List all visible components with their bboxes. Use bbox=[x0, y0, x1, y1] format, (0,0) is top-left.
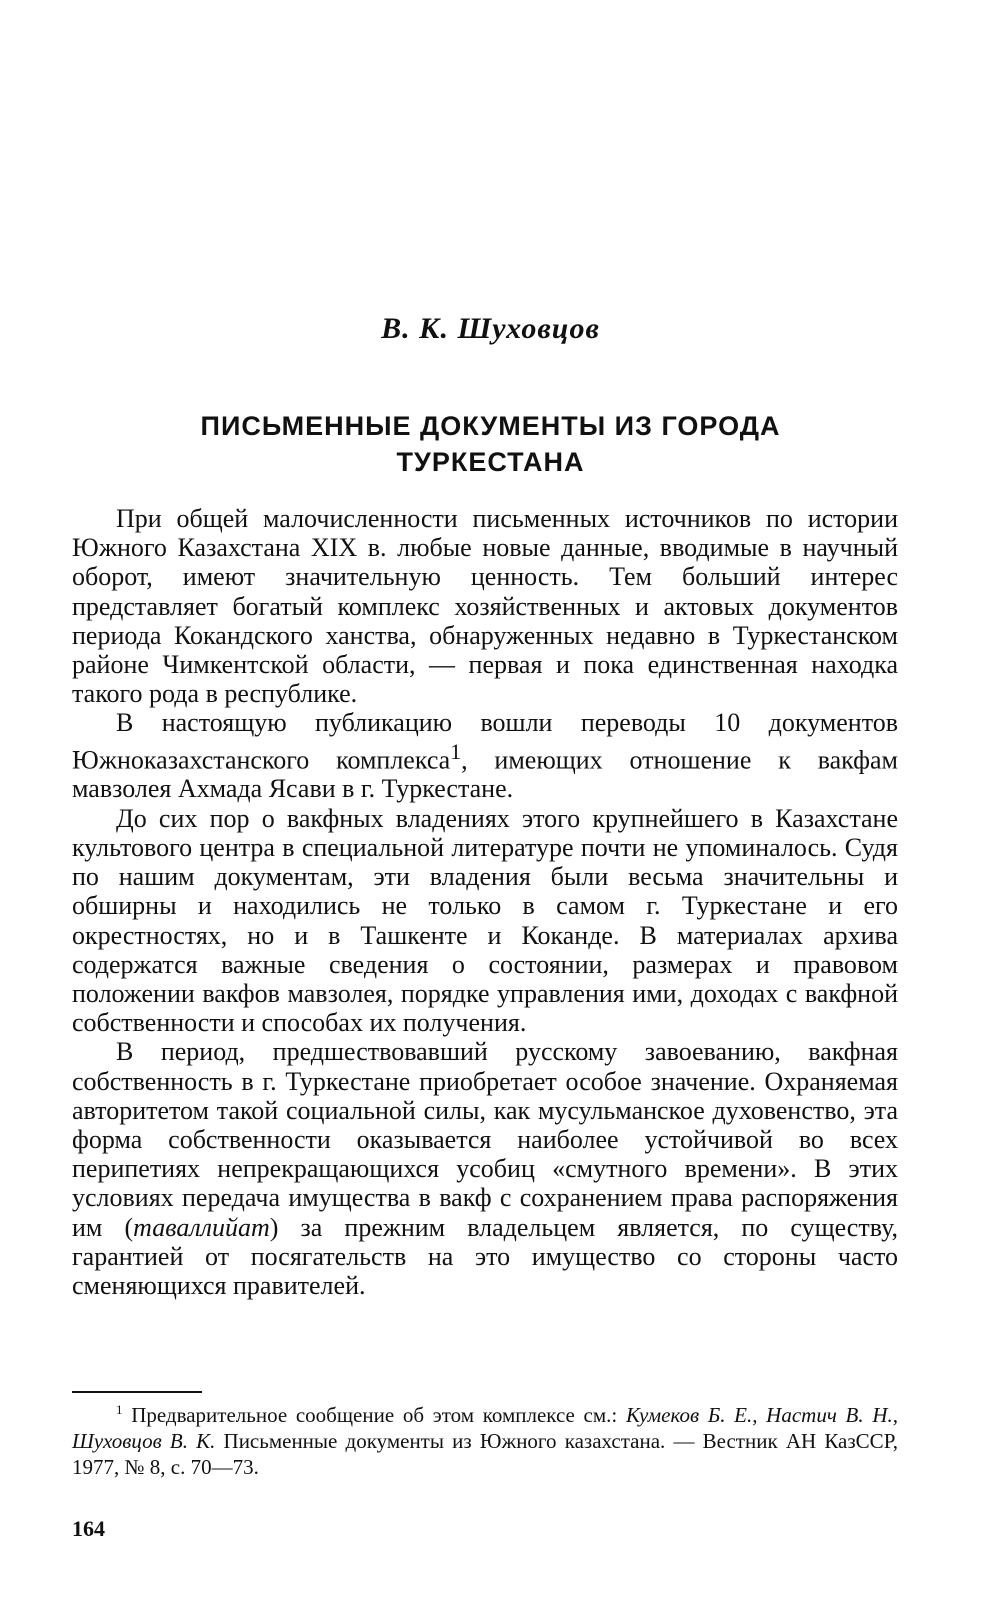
paragraph-3: До сих пор о вакфных владениях этого крупнейшего в Казахстане культового центра в специальной литературе почти не упоминалось. Судя по нашим документам, эти владения были весьма значительны и обширны и находились не только в самом г. Туркестане и его окрестностях, но и в Ташкенте и Коканде. В материалах архива содержатся важные сведения о состоянии, размерах и правовом положении вакфов мавзолея, порядке управления ими, доходах с вакфной собственности и способах их получения. bbox=[72, 803, 898, 1038]
paragraph-4 bbox=[72, 1037, 898, 1300]
footnote-text-a: Предварительное сообщение об этом комплексе см.: bbox=[122, 1403, 626, 1427]
paragraph-1: При общей малочисленности письменных источников по истории Южного Казахстана XIX в. любые новые данные, вводимые в научный оборот, имеют значительную ценность. Тем больший интерес представляет богатый комплекс хозяйственных и актовых документов периода Кокандского ханства, обнаруженных недавно в Туркестанском районе Чимкентской области, — первая и пока единственная находка такого рода в республике. bbox=[72, 504, 898, 709]
title-line-2: ТУРКЕСТАНА bbox=[396, 447, 585, 477]
paragraph-4-text-b: ) за прежним владельцем является, по существу, гарантией от посягательств на это имущество со стороны часто сменяющихся правителей. bbox=[72, 1212, 898, 1300]
italic-term: таваллийат bbox=[133, 1212, 270, 1242]
paragraph-2-text-b: , имеющих отношение к вакфам мавзолея Ахмада Ясави в г. Туркестане. bbox=[72, 745, 898, 804]
footnote-divider bbox=[72, 1391, 202, 1393]
page-number: 164 bbox=[72, 1516, 105, 1541]
footnote-reference: 1 bbox=[450, 739, 462, 764]
article-title bbox=[100, 408, 881, 480]
author-name: В. К. Шуховцов bbox=[381, 312, 600, 345]
paragraph-4-text-a: В период, предшествовавший русскому завоеванию, вакфная собственность в г. Туркестане приобретает особое значение. Охраняемая авторитетом такой социальной силы, как мусульманское духовенство, эта форма собственности оказывается наиболее устойчивой во всех перипетиях непрекращающихся усобиц «смутного времени». В этих условиях передача имущества в вакф с сохранением права распоряжения им ( bbox=[72, 1037, 898, 1242]
footnote bbox=[72, 1402, 898, 1480]
footnote-text-b: Письменные документы из Южного казахстана. — Вестник АН КазССР, 1977, № 8, с. 70—73. bbox=[72, 1429, 898, 1479]
article-body bbox=[72, 504, 898, 1300]
paragraph-2-text-a: В настоящую публикацию вошли переводы 10 документов Южноказахстанского комплекса bbox=[72, 708, 898, 775]
paragraph-2 bbox=[72, 708, 898, 803]
title-line-1: ПИСЬМЕННЫЕ ДОКУМЕНТЫ ИЗ ГОРОДА bbox=[200, 411, 781, 441]
footnote-authors: Кумеков Б. Е., Настич В. Н., Шуховцов В. К. bbox=[72, 1403, 898, 1453]
footnote-marker: 1 bbox=[116, 1402, 123, 1417]
